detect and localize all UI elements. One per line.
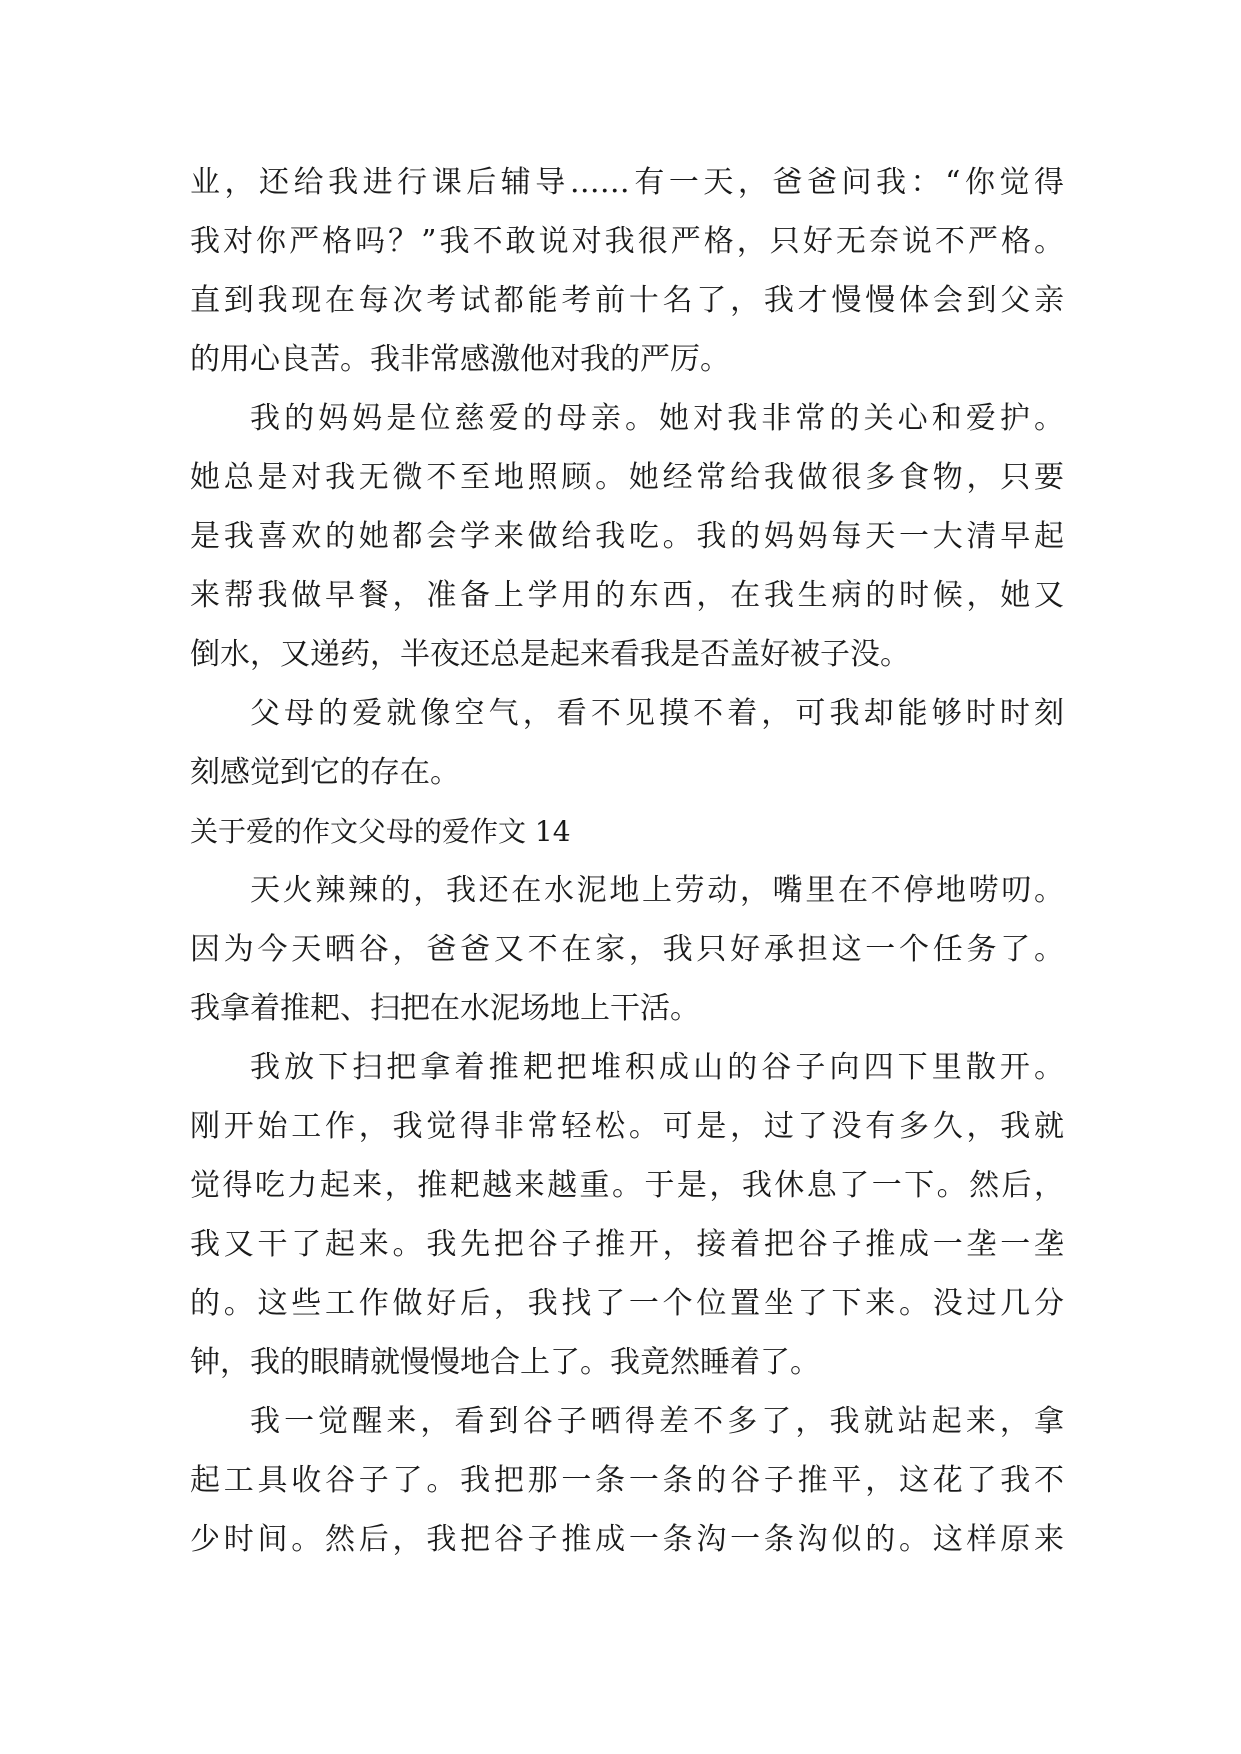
paragraph-start-line: 我一觉醒来，看到谷子晒得差不多了，我就站起来，拿 (250, 1404, 1064, 1439)
paragraph-start-line: 天火辣辣的，我还在水泥地上劳动，嘴里在不停地唠叨。 (250, 873, 1064, 908)
text-line: 刻感觉到它的存在。 (190, 755, 460, 790)
text-line: 因为今天晒谷，爸爸又不在家，我只好承担这一个任务了。 (190, 932, 1064, 967)
text-line: 是我喜欢的她都会学来做给我吃。我的妈妈每天一大清早起 (190, 519, 1064, 554)
text-line: 的。这些工作做好后，我找了一个位置坐了下来。没过几分 (190, 1286, 1064, 1321)
paragraph-start-line: 父母的爱就像空气，看不见摸不着，可我却能够时时刻 (250, 696, 1064, 731)
text-line: 觉得吃力起来，推耙越来越重。于是，我休息了一下。然后， (190, 1168, 1064, 1203)
paragraph-start-line: 我放下扫把拿着推耙把堆积成山的谷子向四下里散开。 (250, 1050, 1064, 1085)
text-line: 少时间。然后，我把谷子推成一条沟一条沟似的。这样原来 (190, 1522, 1064, 1557)
text-line: 的用心良苦。我非常感激他对我的严厉。 (190, 342, 730, 377)
text-line: 来帮我做早餐，准备上学用的东西，在我生病的时候，她又 (190, 578, 1064, 613)
paragraph-start-line: 我的妈妈是位慈爱的母亲。她对我非常的关心和爱护。 (250, 401, 1064, 436)
text-line: 钟，我的眼睛就慢慢地合上了。我竟然睡着了。 (190, 1345, 820, 1380)
text-line: 起工具收谷子了。我把那一条一条的谷子推平，这花了我不 (190, 1463, 1064, 1498)
section-heading: 关于爱的作文父母的爱作文 14 (190, 815, 571, 848)
text-line: 刚开始工作，我觉得非常轻松。可是，过了没有多久，我就 (190, 1109, 1064, 1144)
text-line: 直到我现在每次考试都能考前十名了，我才慢慢体会到父亲 (190, 283, 1064, 318)
essay-body (190, 153, 1064, 1569)
text-line: 业，还给我进行课后辅导……有一天，爸爸问我：“你觉得 (190, 165, 1064, 200)
text-line: 我又干了起来。我先把谷子推开，接着把谷子推成一垄一垄 (190, 1227, 1064, 1262)
text-line: 倒水，又递药，半夜还总是起来看我是否盖好被子没。 (190, 637, 910, 672)
text-line: 我拿着推耙、扫把在水泥场地上干活。 (190, 991, 700, 1026)
text-line: 她总是对我无微不至地照顾。她经常给我做很多食物，只要 (190, 460, 1064, 495)
text-line: 我对你严格吗？”我不敢说对我很严格，只好无奈说不严格。 (190, 224, 1064, 259)
